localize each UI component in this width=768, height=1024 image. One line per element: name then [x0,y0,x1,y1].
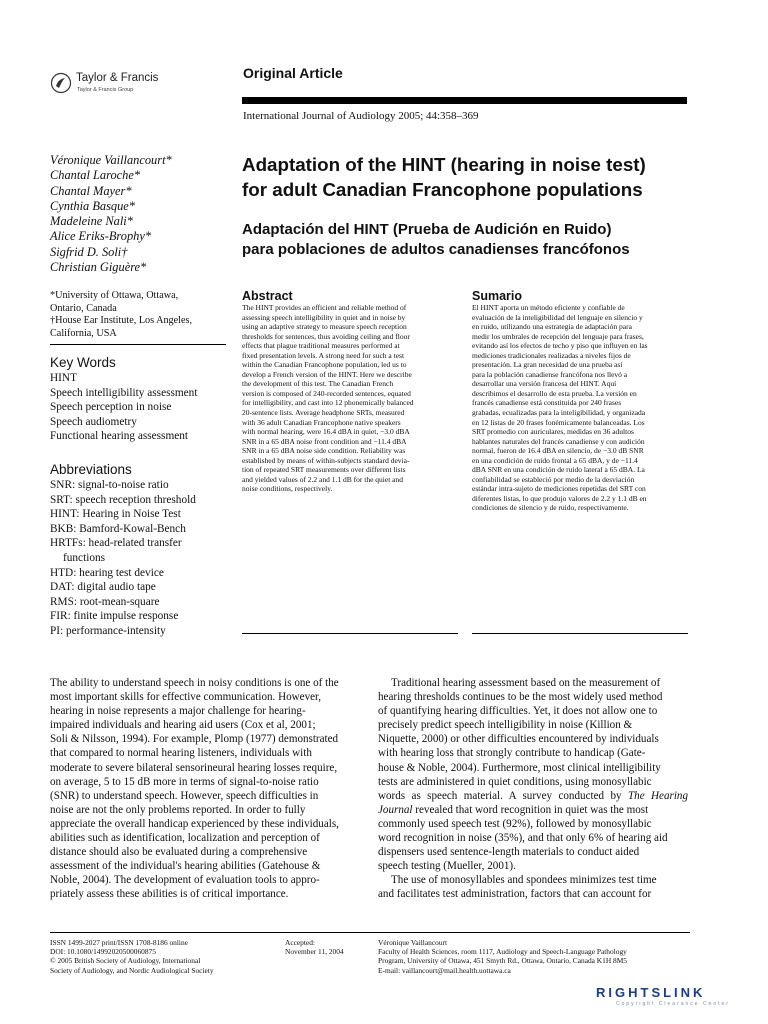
title-line: for adult Canadian Francophone populations [242,179,643,200]
text-line: established by means of within-subjects standard devia- [242,455,410,465]
body-line: tests are administered in quiet conditions, using monosyllabic [378,775,652,788]
text-line: dBA SNR en una condición de ruido lateral a 65 dBA. La [472,465,645,475]
accepted-date: November 11, 2004 [285,947,344,957]
text-line: version is composed of 240-recorded sentences, equated [242,388,411,398]
body-line: moderate to severe bilateral sensorineural hearing losses require, [50,761,338,774]
body-line [378,803,688,817]
correspondence-block [378,938,690,975]
abbreviations-section [50,462,235,639]
body-line: noise are not the only problems reported. In order to fully [50,803,306,816]
text-line: effects that plague traditional measures performed at [242,341,400,351]
article-title-spanish [242,220,692,259]
article-title [242,152,692,202]
correspondence-address: Faculty of Health Sciences, room 1117, Audiology and Speech-Language Pathology [378,947,627,957]
body-line: word recognition in noise (35%), and that only 6% of hearing aid [378,832,668,845]
journal-title: The Hearing [627,789,689,802]
text-line: en una condición de ruido frontal a 65 dBA, y de −11.4 [472,455,638,465]
text-line: francés canadiense está constituida por 240 frases [472,398,622,408]
sumario-section [472,289,688,513]
text-line: tion of repeated SRT measurements over different lists [242,465,406,475]
abbreviation-item: HRTFs: head-related transfer [50,537,182,550]
body-column-left [50,676,360,902]
text-line: develop a French version of the HINT. Here we describe [242,369,412,379]
text-line: en 12 listas de 20 frases fonémicamente balanceadas. Los [472,417,645,427]
rightslink-button[interactable] [596,985,751,1011]
text-line: El HINT aporta un método eficiente y confiable de [472,303,625,312]
author-name: Christian Giguère* [50,260,147,275]
body-column-right [378,676,688,902]
author-name: Chantal Laroche* [50,168,141,183]
author-name: Madeleine Nali* [50,214,133,229]
affiliation-line: †House Ear Institute, Los Angeles, [50,315,193,327]
abbreviation-item: DAT: digital audio tape [50,581,156,594]
text-line: and yielded values of 2.2 and 1.1 dB for the quiet and [242,474,404,484]
text-line: desarrollar una versión francesa del HINT. Aquí [472,379,617,389]
text-line: assessing speech intelligibility in quiet and in noise by [242,312,406,322]
doi-line: DOI: 10.1080/14992020500060875 [50,947,156,957]
text-line: hablantes naturales del francés canadiense y con audición [472,436,645,446]
body-line: speech testing (Mueller, 2001). [378,860,516,873]
issn-line: ISSN 1499-2027 print/ISSN 1708-8186 online [50,938,188,947]
text-line: the development of this test. The Canadian French [242,379,394,389]
text-line: presentación. La gran necesidad de una prueba así [472,360,623,370]
sumario-heading: Sumario [472,289,523,303]
body-line: priately assess these abilities is of critical importance. [50,888,289,901]
text-line: SNR in a 65 dBA noise front condition and −11.4 dBA [242,436,407,446]
text-line: thresholds for sentences, thus avoiding ceiling and floor [242,331,410,341]
abbreviation-item: FIR: finite impulse response [50,610,179,623]
header-rule [242,97,687,104]
body-line: commonly used speech test (92%), followed by monosyllabic [378,817,652,830]
rightslink-sub: Copyright Clearance Center [616,1001,730,1007]
body-line: hearing thresholds continues to be the most widely used method [378,691,663,704]
keyword-item: HINT [50,372,77,384]
text-line: para la población canadiense francófona nos llevó a [472,369,628,379]
sumario-bottom-rule [472,633,688,634]
correspondence-address: Program, University of Ottawa, 451 Smyth Rd., Ottawa, Ontario, Canada K1H 8M5 [378,956,627,966]
abbreviations-list [50,478,235,639]
abbreviation-item: SRT: speech reception threshold [50,493,196,506]
article-type: Original Article [243,65,343,81]
keyword-item: Speech intelligibility assessment [50,386,198,399]
body-line: (SNR) to understand speech. However, speech difficulties in [50,789,319,802]
keywords-section [50,355,235,444]
body-line: The ability to understand speech in noisy conditions is one of the [50,677,339,689]
keyword-item: Speech audiometry [50,415,137,428]
text-line: 20-sentence lists. Average headphone SRTs, measured [242,408,405,418]
author-list [50,153,172,275]
affiliations [50,290,235,340]
text-line: with 36 adult Canadian Francophone native speakers [242,417,401,427]
publisher-emblem-icon [50,72,72,94]
body-line: dispensers used sentence-length materials to conduct aided [378,846,640,859]
title-line: para poblaciones de adultos canadienses francófonos [242,240,630,258]
body-line: that compared to normal hearing listeners, individuals with [50,747,312,760]
body-line: of quantifying hearing difficulties. Yet, it does not allow one to [378,705,658,718]
publisher-logo [50,70,160,96]
title-line: Adaptación del HINT (Prueba de Audición en Ruido) [242,221,612,238]
abbreviation-item: PI: performance-intensity [50,624,166,637]
keyword-item: Speech perception in noise [50,401,172,414]
body-line: impaired individuals and hearing aid users (Cox et al, 2001; [50,719,316,732]
text-line: grabadas, ecualizadas para la inteligibilidad, y organizada [472,408,646,418]
abbreviation-item-continued: functions [63,551,106,564]
body-line: appreciate the overall handicap experienced by these individuals, [50,817,339,830]
abbreviation-item: HTD: hearing test device [50,566,164,579]
affiliation-line: California, USA [50,327,117,339]
footer-rule [50,932,690,933]
abbreviation-item: BKB: Bamford-Kowal-Bench [50,522,186,535]
body-line: assessment of the individual's hearing abilities (Gatehouse & [50,860,321,873]
text-line: SNR in a 65 dBA noise side condition. Reliability was [242,446,406,456]
abbreviation-item: SNR: signal-to-noise ratio [50,479,169,491]
body-line: precisely predict speech intelligibility in noise (Killion & [378,719,633,732]
publisher-group: Taylor & Francis Group [77,87,134,93]
text-line: en ruido, utilizando una estrategia de adaptación para [472,322,632,332]
body-text: words as speech material. A survey conducted by [378,789,622,802]
text-line: within the Canadian Francophone population, led us to [242,360,407,370]
body-line: Traditional hearing assessment based on the measurement of [391,677,661,689]
text-line: with normal hearing, were 16.4 dBA in quiet, −3.0 dBA [242,427,410,437]
copyright-line: Society of Audiology, and Nordic Audiological Society [50,965,214,975]
text-line: fixed presentation levels. A strong need for such a test [242,350,405,360]
body-line: Niquette, 2000) or other difficulties encountered by individuals [378,733,659,746]
body-line: on average, 5 to 15 dB more in terms of signal-to-noise ratio [50,775,319,788]
author-name: Chantal Mayer* [50,183,132,198]
text-line: SRT promedio con auriculares, medidas en 36 adultos [472,427,634,437]
text-line: describimos el desarrollo de esta prueba. La versión en [472,388,637,398]
text-line: noise conditions, respectively. [242,484,333,494]
abbreviation-item: HINT: Hearing in Noise Test [50,508,181,521]
correspondence-name: Véronique Vaillancourt [378,938,448,947]
keywords-list [50,371,235,444]
rightslink-label: RIGHTSLINK [596,985,706,1000]
text-line: diferentes listas, lo que produjo valores de 2.2 y 1.1 dB en [472,493,647,503]
body-line: house & Noble, 2004). Furthermore, most clinical intelligibility [378,761,661,774]
text-line: The HINT provides an efficient and reliable method of [242,303,407,312]
text-line: confiabilidad se estableció por medio de la desviación [472,474,635,484]
text-line: evitando así los efectos de techo y piso que influyen en las [472,341,648,351]
text-line: normal, fueron de 16.4 dBA en silencio, de −3.0 dB SNR [472,446,644,456]
body-line: distance should also be evaluated during a comprehensive [50,846,308,859]
accepted-block [285,938,365,956]
author-name: Cynthia Basque* [50,198,136,213]
abstract-heading: Abstract [242,289,293,303]
text-line: mediciones tradicionales realizadas a niveles fijos de [472,350,631,360]
body-line [378,789,688,803]
journal-title: Journal [378,803,413,816]
body-line: with hearing loss that strongly contribute to handicap (Gate- [378,747,646,760]
issn-block [50,938,280,975]
body-line: Noble, 2004). The development of evaluation tools to appro- [50,874,320,887]
text-line: using an adaptive strategy to measure speech reception [242,322,407,332]
abbreviations-heading: Abbreviations [50,462,132,477]
copyright-line: © 2005 British Society of Audiology, International [50,956,201,966]
abstract-bottom-rule [242,633,458,634]
keyword-item: Functional hearing assessment [50,430,189,443]
sidebar-divider [50,344,226,345]
abbreviation-item: RMS: root-mean-square [50,595,160,608]
accepted-label: Accepted: [285,938,315,947]
body-line: The use of monosyllables and spondees minimizes test time [391,874,657,887]
body-text: revealed that word recognition in quiet was the most [415,803,649,816]
abstract-text [242,303,458,494]
body-line: most important skills for effective communication. However, [50,691,322,704]
body-line: abilities such as identification, localization and perception of [50,832,320,845]
keywords-heading: Key Words [50,355,116,370]
author-name: Véronique Vaillancourt* [50,153,172,167]
sumario-text [472,303,688,513]
title-line: Adaptation of the HINT (hearing in noise test) [242,154,646,175]
author-name: Alice Eriks-Brophy* [50,229,152,244]
abstract-section [242,289,458,494]
body-line: and facilitates test administration, factors that can account for [378,888,652,901]
author-name: Sigfrid D. Soli† [50,244,128,259]
text-line: for intelligibility, and cast into 12 phonemically balanced [242,398,414,408]
body-line: Soli & Nilsson, 1994). For example, Plomp (1977) demonstrated [50,733,339,746]
affiliation-line: Ontario, Canada [50,302,117,314]
text-line: evaluación de la inteligibilidad del lenguaje en silencio y [472,312,643,322]
journal-citation: International Journal of Audiology 2005; 44:358–369 [243,110,479,122]
text-line: medir los umbrales de recepción del lenguaje para frases, [472,331,644,341]
text-line: condiciones de silencio y de ruido, respectivamente. [472,503,629,513]
affiliation-line: *University of Ottawa, Ottawa, [50,290,179,301]
publisher-name: Taylor & Francis [76,72,159,84]
body-line: hearing in noise represents a major challenge for hearing- [50,705,306,718]
text-line: estándar intra-sujeto de mediciones repetidas del SRT con [472,484,646,494]
correspondence-email: E-mail: vaillancourt@mail.health.uottawa.ca [378,965,511,975]
